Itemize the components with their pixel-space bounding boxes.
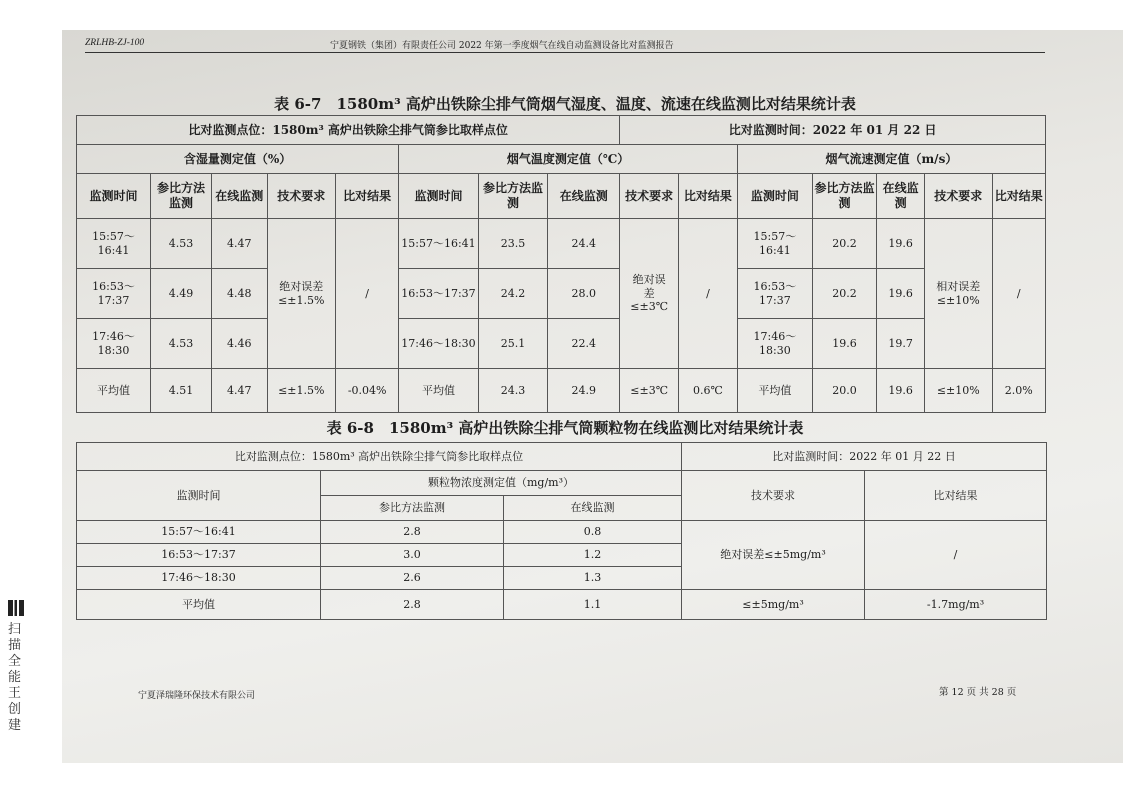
col-time: 监测时间 [737, 174, 812, 219]
page-header [85, 38, 1045, 53]
col-ref: 参比方法监测 [478, 174, 548, 219]
footer-company: 宁夏泽瑞隆环保技术有限公司 [138, 691, 256, 701]
monitor-point: 比对监测点位：1580m³ 高炉出铁除尘排气筒参比取样点位 [77, 116, 620, 145]
col-time: 监测时间 [77, 174, 151, 219]
humidity-result: / [336, 219, 399, 369]
table-row: 15:57～16:41 4.53 4.47 绝对误差≤±1.5% / 15:57～16:41 23.5 24.4 绝对误差≤±3℃ / 15:57～16:41 20.2 19.6 相对误差≤±10% / [77, 219, 1046, 269]
particulate-group-header: 颗粒物浓度测定值（mg/m³） [321, 471, 682, 496]
col-result: 比对结果 [992, 174, 1045, 219]
scanner-watermark: 扫描全能王 创建 [8, 622, 22, 733]
col-req: 技术要求 [682, 471, 865, 521]
table-row: 15:57～16:41 2.8 0.8 绝对误差≤±5mg/m³ / [77, 521, 1047, 544]
table-row: 16:53～17:37 4.49 4.48 16:53～17:37 24.2 28.0 16:53～17:37 20.2 19.6 [77, 269, 1046, 319]
table-row: 17:46～18:30 2.6 1.3 [77, 567, 1047, 590]
humidity-group-header: 含湿量测定值（%） [77, 145, 399, 174]
col-time: 监测时间 [77, 471, 321, 521]
velocity-group-header: 烟气流速测定值（m/s） [737, 145, 1045, 174]
particulate-result: / [865, 521, 1047, 590]
velocity-result: / [992, 219, 1045, 369]
col-online: 在线监测 [211, 174, 267, 219]
average-row: 平均值 2.8 1.1 ≤±5mg/m³ -1.7mg/m³ [77, 590, 1047, 620]
table-6-8-title: 表 6-8 1580m³ 高炉出铁除尘排气筒颗粒物在线监测比对结果统计表 [326, 419, 804, 437]
particulate-requirement: 绝对误差≤±5mg/m³ [682, 521, 865, 590]
col-online: 在线监测 [548, 174, 620, 219]
col-online: 在线监测 [877, 174, 925, 219]
col-ref: 参比方法监测 [321, 496, 504, 521]
temperature-requirement: 绝对误差≤±3℃ [620, 219, 679, 369]
doc-title: 宁夏钢铁（集团）有限责任公司 2022 年第一季度烟气在线自动监测设备比对监测报告 [330, 41, 674, 51]
col-req: 技术要求 [620, 174, 679, 219]
col-req: 技术要求 [925, 174, 992, 219]
doc-code: ZRLHB-ZJ-100 [85, 38, 145, 48]
col-result: 比对结果 [336, 174, 399, 219]
temperature-result: / [679, 219, 738, 369]
col-time: 监测时间 [399, 174, 478, 219]
table-row: 16:53～17:37 3.0 1.2 [77, 544, 1047, 567]
col-result: 比对结果 [865, 471, 1047, 521]
velocity-requirement: 相对误差≤±10% [925, 219, 992, 369]
table-6-8 [76, 442, 1047, 620]
col-online: 在线监测 [504, 496, 682, 521]
col-ref: 参比方法监测 [151, 174, 212, 219]
temperature-group-header: 烟气温度测定值（℃） [399, 145, 738, 174]
monitor-date: 比对监测时间：2022 年 01 月 22 日 [620, 116, 1046, 145]
col-ref: 参比方法监测 [812, 174, 876, 219]
humidity-requirement: 绝对误差≤±1.5% [267, 219, 336, 369]
monitor-date: 比对监测时间：2022 年 01 月 22 日 [682, 443, 1047, 471]
col-result: 比对结果 [679, 174, 738, 219]
average-row: 平均值 4.51 4.47 ≤±1.5% -0.04% 平均值 24.3 24.9 ≤±3℃ 0.6℃ 平均值 20.0 19.6 ≤±10% 2.0% [77, 369, 1046, 413]
qr-code-icon [8, 600, 24, 616]
monitor-point: 比对监测点位：1580m³ 高炉出铁除尘排气筒参比取样点位 [77, 443, 682, 471]
footer-page-number: 第 12 页 共 28 页 [939, 687, 1017, 698]
col-req: 技术要求 [267, 174, 336, 219]
table-row: 17:46～18:30 4.53 4.46 17:46～18:30 25.1 22.4 17:46～18:30 19.6 19.7 [77, 319, 1046, 369]
table-6-7 [76, 115, 1046, 413]
table-6-7-title: 表 6-7 1580m³ 高炉出铁除尘排气筒烟气湿度、温度、流速在线监测比对结果统计表 [274, 95, 856, 113]
